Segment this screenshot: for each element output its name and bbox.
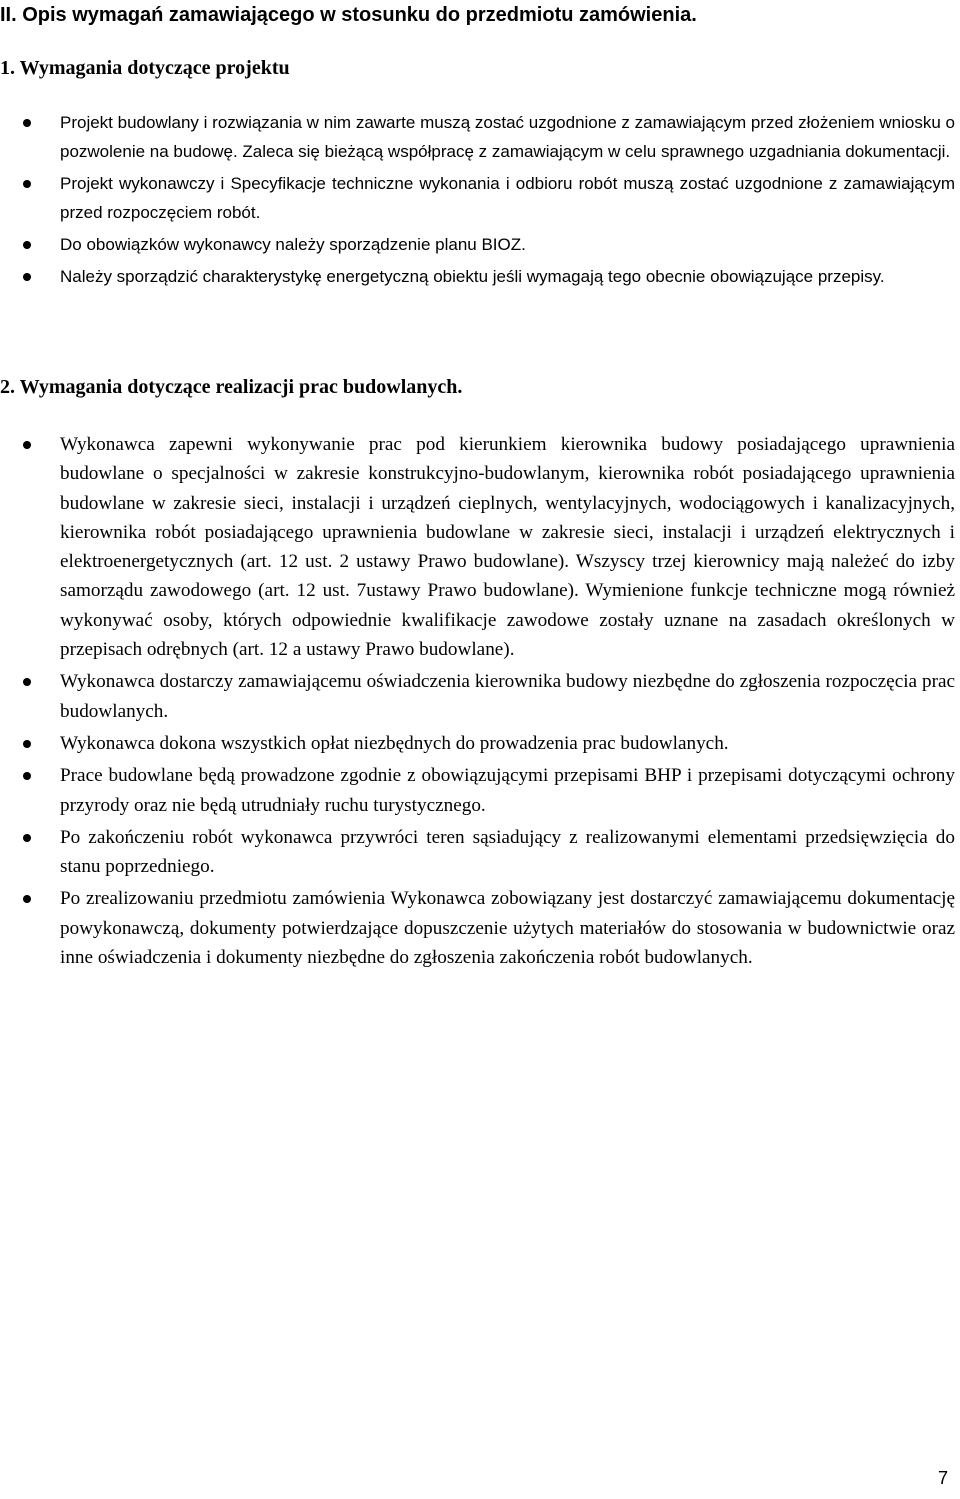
bullet-icon: [23, 834, 31, 842]
list-item: [0, 667, 960, 726]
list-item: [0, 761, 960, 820]
bullet-icon: [23, 678, 31, 686]
construction-requirements-list: [0, 430, 960, 975]
list-item-text: Wykonawca dostarczy zamawiającemu oświadczenia kierownika budowy niezbędne do zgłoszenia rozpoczęcia prac budowlanych.: [60, 671, 955, 722]
list-item-text: Do obowiązków wykonawcy należy sporządzenie planu BIOZ.: [60, 235, 526, 254]
list-item-text: Projekt budowlany i rozwiązania w nim zawarte muszą zostać uzgodnione z zamawiającym przed złożeniem wniosku o pozwolenie na budowę. Zaleca się bieżącą współpracę z zamawiającym w celu sprawnego uzgadniania dokumentacji.: [60, 113, 955, 161]
bullet-icon: [23, 772, 31, 780]
list-item: [0, 729, 960, 758]
subsection-1-heading: 1. Wymagania dotyczące projektu: [0, 57, 290, 79]
bullet-icon: [23, 241, 31, 249]
list-item: [0, 169, 960, 227]
bullet-icon: [23, 119, 31, 127]
list-item-text: Wykonawca dokona wszystkich opłat niezbędnych do prowadzenia prac budowlanych.: [60, 732, 729, 754]
list-item-text: Wykonawca zapewni wykonywanie prac pod kierunkiem kierownika budowy posiadającego uprawnienia budowlane o specjalności w zakresie konstrukcyjno-budowlanym, kierownika robót posiadającego uprawnienia budowlane w zakresie sieci, instalacji i urządzeń cieplnych, wentylacyjnych, wodociągowych i kanalizacyjnych, kierownika robót posiadającego uprawnienia budowlane w zakresie sieci, instalacji i urządzeń elektrycznych i elektroenergetycznych (art. 12 ust. 2 ustawy Prawo budowlane). Wszyscy trzej kierownicy mają należeć do izby samorządu zawodowego (art. 12 ust. 7ustawy Prawo budowlane). Wymienione funkcje techniczne mogą również wykonywać osoby, których odpowiednie kwalifikacje zawodowe zostały uznane na zasadach określonych w przepisach odrębnych (art. 12 a ustawy Prawo budowlane).: [60, 434, 955, 661]
list-item: [0, 823, 960, 882]
list-item: [0, 262, 960, 291]
section-title: II. Opis wymagań zamawiającego w stosunku do przedmiotu zamówienia.: [0, 4, 697, 26]
list-item-text: Po zrealizowaniu przedmiotu zamówienia Wykonawca zobowiązany jest dostarczyć zamawiającemu dokumentację powykonawczą, dokumenty potwierdzające dopuszczenie użytych materiałów do stosowania w budownictwie oraz inne oświadczenia i dokumenty niezbędne do zgłoszenia zakończenia robót budowlanych.: [60, 888, 955, 969]
list-item-text: Należy sporządzić charakterystykę energetyczną obiektu jeśli wymagają tego obecnie obowiązujące przepisy.: [60, 267, 885, 286]
list-item: [0, 884, 960, 972]
list-item: [0, 430, 960, 664]
bullet-icon: [23, 273, 31, 281]
list-item-text: Projekt wykonawczy i Specyfikacje techniczne wykonania i odbioru robót muszą zostać uzgodnione z zamawiającym przed rozpoczęciem robót.: [60, 174, 955, 222]
bullet-icon: [23, 441, 31, 449]
bullet-icon: [23, 895, 31, 903]
bullet-icon: [23, 740, 31, 748]
list-item-text: Prace budowlane będą prowadzone zgodnie z obowiązującymi przepisami BHP i przepisami dotyczącymi ochrony przyrody oraz nie będą utrudniały ruchu turystycznego.: [60, 765, 955, 816]
bullet-icon: [23, 180, 31, 188]
subsection-2-heading: 2. Wymagania dotyczące realizacji prac budowlanych.: [0, 376, 463, 398]
project-requirements-list: [0, 108, 960, 294]
list-item: [0, 108, 960, 166]
list-item: [0, 230, 960, 259]
page-number: 7: [938, 1468, 949, 1488]
list-item-text: Po zakończeniu robót wykonawca przywróci teren sąsiadujący z realizowanymi elementami przedsięwzięcia do stanu poprzedniego.: [60, 826, 955, 878]
